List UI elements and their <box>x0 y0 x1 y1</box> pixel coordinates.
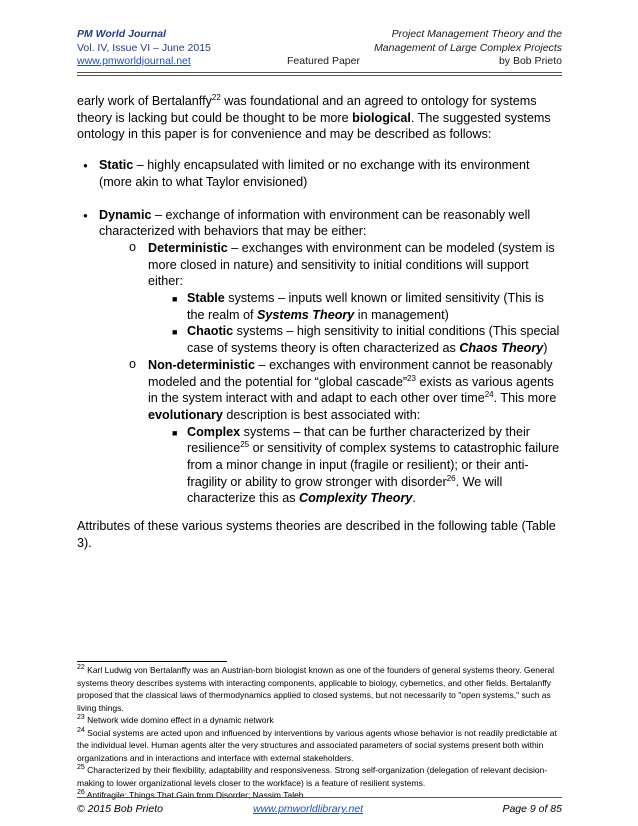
bullet-circle-icon: o <box>129 239 137 254</box>
bullet-square-icon: ■ <box>172 427 178 438</box>
footnote-ref[interactable]: 24 <box>484 390 494 400</box>
footer-link[interactable]: www.pmworldlibrary.net <box>253 803 364 815</box>
bullet-complex: ■ Complex systems – that can be further characterized by their resilience$^{25}$ or sensitivity of complex systems to catastrophic failure from a minor change in input (fragile or resilient); or their anti-fragility or ability to grow stronger with disorder$^{26}$. We will characterize this as Complexity Theory. <box>172 424 560 506</box>
footnote-26: $^{26}$ Antifragile: Things That Gain from Disorder; Nassim Taleb <box>77 789 304 800</box>
bullet-square-icon: ■ <box>172 327 178 338</box>
bullet-circle-icon: o <box>129 356 137 371</box>
section-label: Featured Paper <box>287 55 360 67</box>
footnote-divider <box>77 661 227 662</box>
journal-link[interactable]: www.pmworldjournal.net <box>77 55 191 67</box>
footer-copyright: © 2015 Bob Prieto <box>77 803 163 815</box>
footnote-24: $^{24}$ Social systems are acted upon and influenced by interventions by various agents whose behavior is not readily predictable at the individual level. Human agents alter the very structures and associated parameters of social systems present both within organizations and in interactions and interface with external stakeholders. <box>77 726 557 763</box>
page-header <box>77 28 562 69</box>
footer-divider <box>77 797 562 798</box>
journal-name: PM World Journal <box>77 28 167 40</box>
paper-title-line1: Project Management Theory and the <box>391 28 562 40</box>
bullet-stable: ■ Stable systems – inputs well known or limited sensitivity (This is the realm of Systems Theory in management) <box>172 291 544 322</box>
bullet-dynamic: ● Dynamic – exchange of information with environment can be reasonably well characterized with behaviors that may be either: <box>83 207 531 239</box>
footnote-ref[interactable]: 25 <box>240 440 250 450</box>
page-footer <box>77 803 562 816</box>
bullet-nondeterministic: o Non-deterministic – exchanges with environment cannot be reasonably modeled and the potential for “global cascade”$^{23}$ exists as various agents in the system interact with and adapt to each other over time$^{24}$. This more evolutionary description is best associated with: <box>129 356 557 422</box>
bullet-static: ● Static – highly encapsulated with limited or no exchange with its environment (more akin to what Taylor envisioned) <box>83 158 530 189</box>
footnote-ref[interactable]: 23 <box>407 373 416 383</box>
bullet-disc-icon: ● <box>83 161 88 171</box>
bullet-disc-icon: ● <box>83 210 88 220</box>
footnote-25: $^{25}$ Characterized by their flexibility, adaptability and responsiveness. Strong self-organization (delegation of relevant decision-making to lower organizational levels closer to the workface) is a feature of resilient systems. <box>77 764 548 788</box>
footnote-22: $^{22}$ Karl Ludwig von Bertalanffy was an Austrian-born biologist known as one of the founders of general systems theory. General systems theory describes systems with interacting components, applicable to biology, cybernetics, and other fields. Bertalanffy proposed that the classical laws of thermodynamics applied to closed systems, but not necessarily to "open systems," such as living things. <box>77 664 555 713</box>
closing-paragraph: Attributes of these various systems theories are described in the following table (Table 3). <box>77 519 556 550</box>
article-body <box>77 93 562 552</box>
intro-paragraph: early work of Bertalanffy$^{22}$ was foundational and an agreed to ontology for systems theory is lacking but could be thought to be more biological. The suggested systems ontology in this paper is for convenience and may be described as follows: <box>77 93 551 142</box>
bullet-square-icon: ■ <box>172 294 178 305</box>
footnote-23: $^{23}$ Network wide domino effect in a dynamic network <box>77 714 274 725</box>
journal-issue: Vol. IV, Issue VI – June 2015 <box>77 41 211 54</box>
header-divider <box>77 72 562 73</box>
footnotes <box>77 664 562 802</box>
footnote-ref[interactable]: 22 <box>211 93 221 102</box>
author-byline: by Bob Prieto <box>498 55 562 67</box>
header-divider-2 <box>77 75 562 76</box>
bullet-chaotic: ■ Chaotic systems – high sensitivity to initial conditions (This special case of systems theory is often characterized as Chaos Theory) <box>172 324 560 356</box>
paper-title-line2: Management of Large Complex Projects <box>374 41 562 54</box>
footnote-ref[interactable]: 26 <box>446 473 456 483</box>
bullet-deterministic: o Deterministic – exchanges with environment can be modeled (system is more closed in nature) and sensitivity to initial conditions will support either: <box>129 239 555 289</box>
page-number: Page 9 of 85 <box>502 803 562 815</box>
